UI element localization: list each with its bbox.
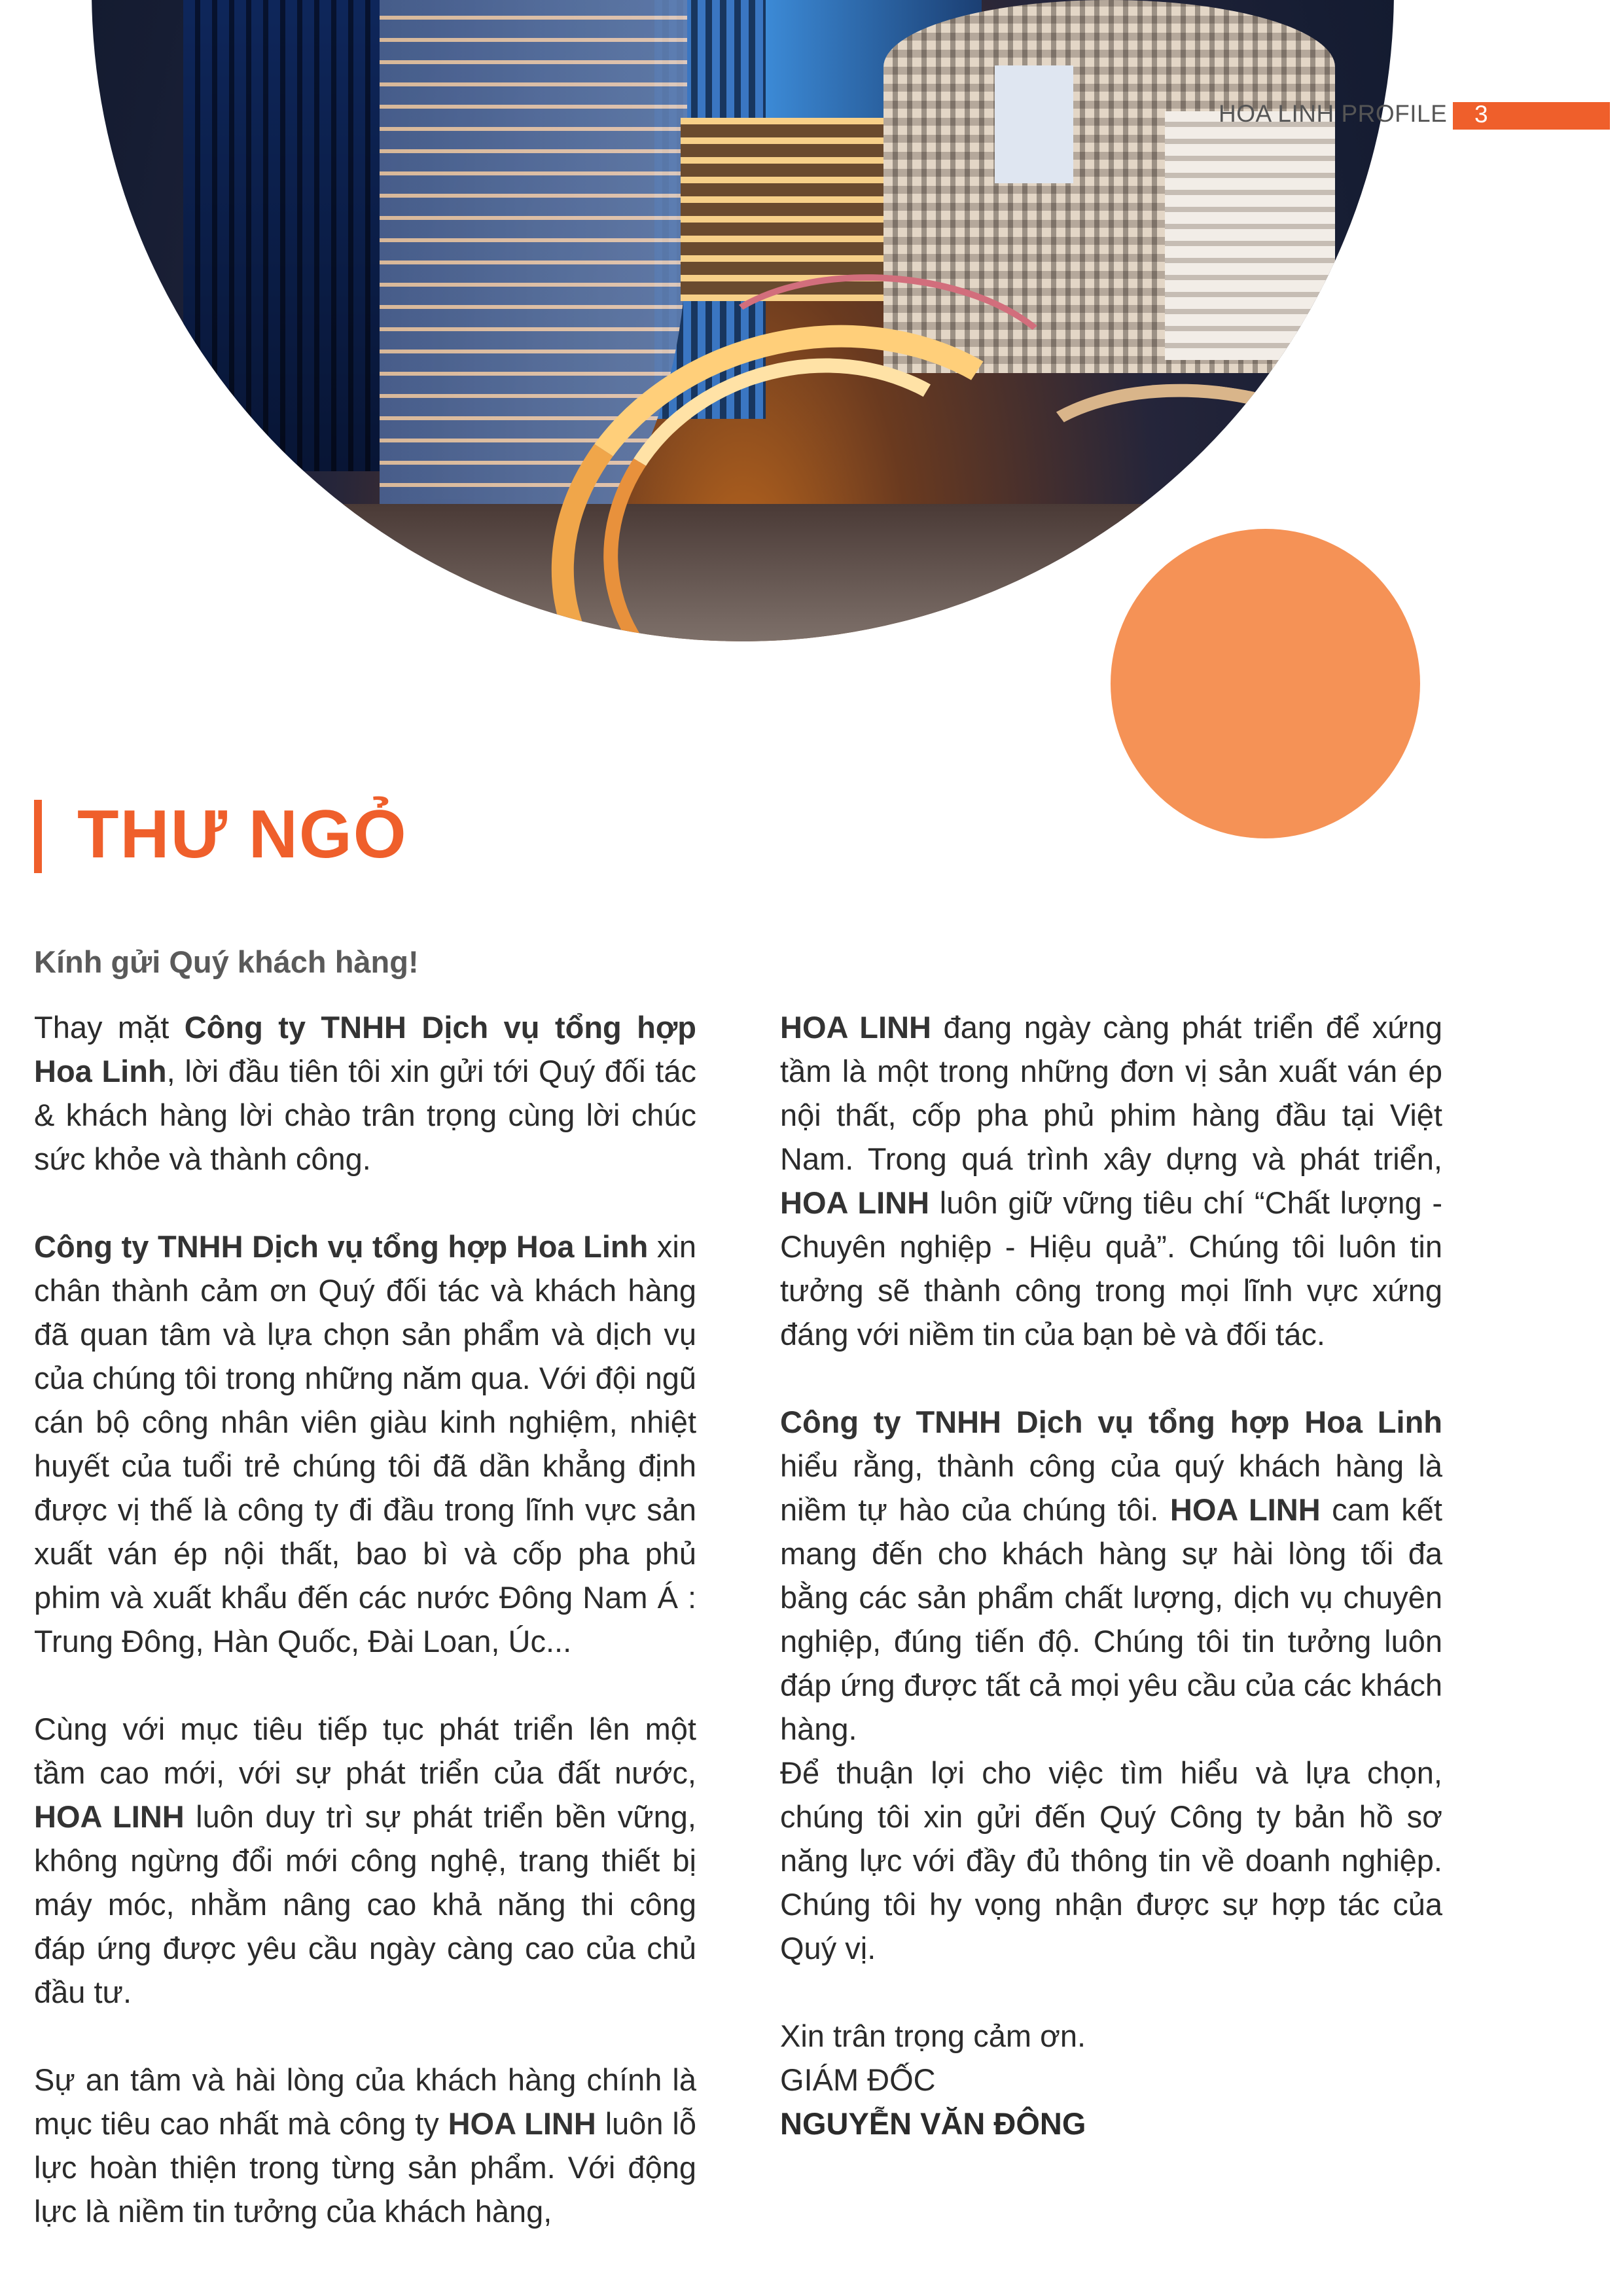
brand-name: HOA LINH bbox=[780, 1185, 930, 1220]
closing-line: Xin trân trọng cảm ơn. bbox=[780, 2018, 1086, 2053]
brand-name: HOA LINH bbox=[448, 2106, 596, 2141]
text-run: , lời đầu tiên tôi xin gửi tới Quý đối tác & khách hàng lời chào trân trọng cùng lời chúc sức khỏe và thành công. bbox=[34, 1054, 696, 1176]
company-name: Công ty TNHH Dịch vụ tổng hợp Hoa Linh bbox=[34, 1010, 696, 1088]
title-accent-bar bbox=[34, 800, 42, 873]
signature-title: GIÁM ĐỐC bbox=[780, 2062, 936, 2097]
brand-name: HOA LINH bbox=[780, 1010, 931, 1045]
page-number: 3 bbox=[1474, 101, 1488, 128]
brand-name: HOA LINH bbox=[34, 1799, 185, 1834]
paragraph-6 bbox=[780, 1400, 1442, 1751]
brand-name: HOA LINH bbox=[1169, 1492, 1321, 1527]
letter-right-column bbox=[780, 1005, 1442, 2145]
text-run: Sự an tâm và hài lòng của khách hàng chính là mục tiêu cao nhất mà công ty bbox=[34, 2062, 696, 2141]
decorative-orange-circle bbox=[1111, 529, 1420, 838]
text-run: hiểu rằng, thành công của quý khách hàng là niềm tự hào của chúng tôi. bbox=[780, 1448, 1442, 1527]
header-profile-label: HOA LINH PROFILE bbox=[1219, 100, 1448, 127]
glass-tower-left bbox=[183, 0, 380, 471]
text-run: luôn duy trì sự phát triển bền vững, không ngừng đổi mới công nghệ, trang thiết bị máy móc, nhằm nâng cao khả năng thi công đáp ứng được yêu cầu ngày càng cao của chủ đầu tư. bbox=[34, 1799, 696, 2009]
paragraph-4 bbox=[34, 2058, 696, 2233]
letter-left-column bbox=[34, 1005, 696, 2233]
paragraph-7: Để thuận lợi cho việc tìm hiểu và lựa chọn, chúng tôi xin gửi đến Quý Công ty bản hồ sơ năng lực với đầy đủ thông tin về doanh nghiệp. Chúng tôi hy vọng nhận được sự hợp tác của Quý vị. bbox=[780, 1755, 1442, 1965]
greeting: Kính gửi Quý khách hàng! bbox=[34, 944, 419, 979]
text-run: đang ngày càng phát triển để xứng tầm là một trong những đơn vị sản xuất ván ép nội thất, cốp pha phủ phim hàng đầu tại Việt Nam. Trong quá trình xây dựng và phát triển, bbox=[780, 1010, 1442, 1176]
paragraph-3 bbox=[34, 1707, 696, 2014]
text-run: xin chân thành cảm ơn Quý đối tác và khách hàng đã quan tâm và lựa chọn sản phẩm và dịch vụ của chúng tôi trong những năm qua. Với đội ngũ cán bộ công nhân viên giàu kinh nghiệm, nhiệt huyết của tuổi trẻ chúng tôi đã dần khẳng định được vị thế là công ty đi đầu trong lĩnh vực sản xuất ván ép nội thất, bao bì và cốp pha phủ phim và xuất khẩu đến các nước Đông Nam Á : Trung Đông, Hàn Quốc, Đài Loan, Úc... bbox=[34, 1229, 697, 1659]
building-opening bbox=[995, 65, 1073, 183]
text-run: cam kết mang đến cho khách hàng sự hài lòng tối đa bằng các sản phẩm chất lượng, dịch vụ chuyên nghiệp, đúng tiến độ. Chúng tôi tin tưởng luôn đáp ứng được tất cả mọi yêu cầu của các khách hàng. bbox=[780, 1492, 1442, 1746]
text-run: Thay mặt bbox=[34, 1010, 185, 1045]
paragraph-2 bbox=[34, 1225, 696, 1663]
signature-name: NGUYỄN VĂN ĐÔNG bbox=[780, 2106, 1086, 2141]
text-run: luôn lỗ lực hoàn thiện trong từng sản phẩm. Với động lực là niềm tin tưởng của khách hàng, bbox=[34, 2106, 696, 2229]
page-title: THƯ NGỎ bbox=[77, 797, 408, 872]
text-run: luôn giữ vững tiêu chí “Chất lượng - Chuyên nghiệp - Hiệu quả”. Chúng tôi luôn tin tưởng sẽ thành công trong mọi lĩnh vực xứng đáng với niềm tin của bạn bè và đối tác. bbox=[780, 1185, 1442, 1352]
company-name: Công ty TNHH Dịch vụ tổng hợp Hoa Linh bbox=[34, 1229, 649, 1264]
paragraph-5 bbox=[780, 1005, 1442, 1356]
white-building-right bbox=[1165, 111, 1335, 360]
text-run: Cùng với mục tiêu tiếp tục phát triển lên một tầm cao mới, với sự phát triển của đất nước, bbox=[34, 1712, 696, 1790]
paragraph-1 bbox=[34, 1005, 696, 1181]
lit-office-block bbox=[681, 118, 916, 301]
company-name: Công ty TNHH Dịch vụ tổng hợp Hoa Linh bbox=[780, 1405, 1442, 1439]
